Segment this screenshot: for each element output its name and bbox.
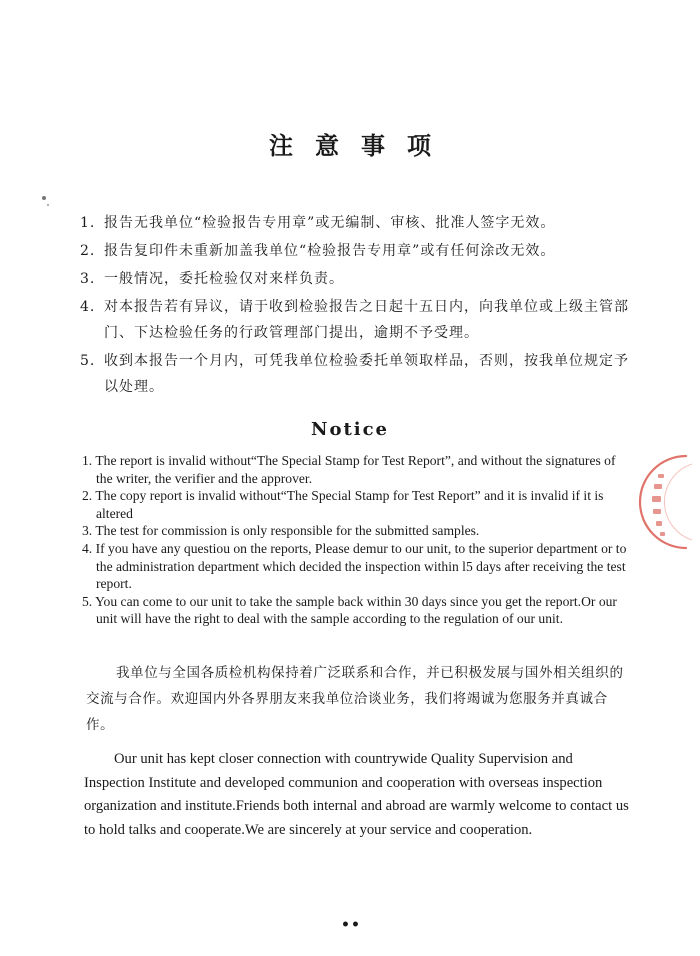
item-text: 报告无我单位“检验报告专用章”或无编制、审核、批准人签字无效。	[104, 215, 556, 231]
item-number: 4.	[80, 299, 96, 315]
item-number: 2.	[80, 243, 96, 259]
list-item	[80, 266, 640, 292]
list-item: 2. The copy report is invalid without“The Special Stamp for Test Report” and it is invalid if it is altered	[82, 488, 604, 521]
page-footer-marks: ••	[341, 917, 361, 933]
item-text: 对本报告若有异议，请于收到检验报告之日起十五日内，向我单位或上级主管部门、下达检验任务的行政管理部门提出，逾期不予受理。	[104, 299, 629, 341]
item-number: 5.	[80, 353, 96, 369]
item-text: 一般情况，委托检验仅对来样负责。	[104, 271, 344, 287]
scan-speck	[47, 204, 49, 206]
seal-stamp-icon	[636, 452, 692, 552]
scan-speck	[42, 196, 46, 200]
item-number: 3.	[80, 271, 96, 287]
list-item	[80, 210, 640, 236]
page-title-chinese: 注意事项	[269, 131, 453, 160]
list-item	[80, 238, 640, 264]
list-item: 1. The report is invalid without“The Special Stamp for Test Report”, and without the signatures of the writer, the verifier and the approver.	[82, 453, 616, 486]
item-text: 报告复印件未重新加盖我单位“检验报告专用章”或有任何涂改无效。	[104, 243, 556, 259]
list-item: 4. If you have any questiou on the reports, Please demur to our unit, to the superior department or to the administration department which decided the inspection within l5 days after receiving the test report.	[82, 540, 627, 592]
list-item: 3. The test for commission is only responsible for the submitted samples.	[82, 523, 480, 539]
list-item	[80, 348, 640, 400]
item-text: 收到本报告一个月内，可凭我单位检验委托单领取样品，否则，按我单位规定予以处理。	[104, 353, 629, 395]
english-notice-list	[82, 452, 627, 628]
list-item: 5. You can come to our unit to take the sample back within 30 days since you get the report.Or our unit will have the right to deal with the sample according to the regulation of our unit.	[82, 593, 617, 627]
notice-heading: Notice	[310, 419, 390, 440]
item-number: 1.	[80, 215, 96, 231]
list-item	[80, 294, 640, 346]
chinese-notice-list	[80, 210, 640, 402]
english-cooperation-paragraph: Our unit has kept closer connection with countrywide Quality Supervision and Inspection Institute and developed communion and cooperation with overseas inspection organization and institute.Friends both internal and abroad are warmly welcome to contact us to hold talks and cooperate.We are sincerely at your service and cooperation.	[84, 751, 629, 838]
chinese-cooperation-paragraph: 我单位与全国各质检机构保持着广泛联系和合作，并已积极发展与国外相关组织的交流与合作。欢迎国内外各界朋友来我单位洽谈业务，我们将竭诚为您服务并真诚合作。	[86, 665, 624, 733]
